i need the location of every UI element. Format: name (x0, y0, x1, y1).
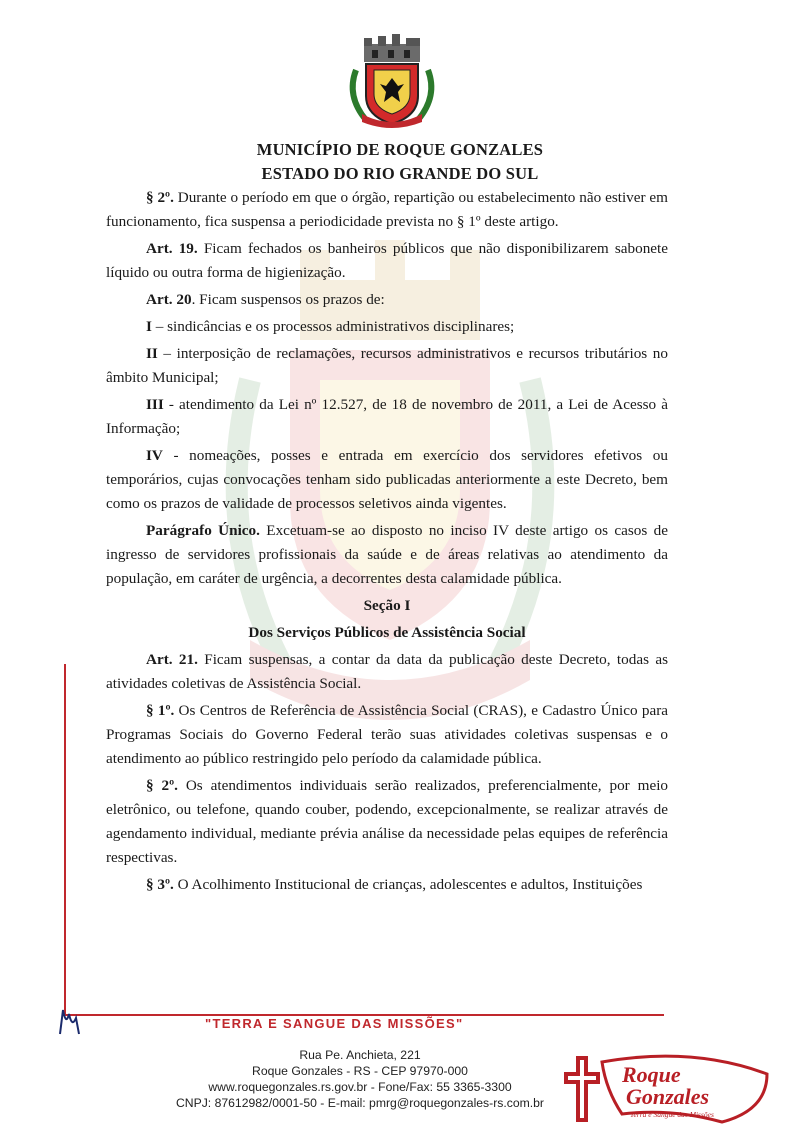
footer-cnpj: CNPJ: 87612982/0001-50 - E-mail: pmrg@roquegonzales-rs.com.br (175, 1096, 544, 1110)
footer-city: Roque Gonzales - RS - CEP 97970-000 (252, 1064, 468, 1078)
document-body (106, 186, 668, 900)
slogan: "TERRA E SANGUE DAS MISSÕES" (205, 1016, 464, 1031)
footer-contact: www.roquegonzales.rs.gov.br - Fone/Fax: 55 3365-3300 (208, 1080, 512, 1094)
article-21: Art. 21. Ficam suspensas, a contar da data da publicação deste Decreto, todas as atividades coletivas de Assistência Social. (106, 651, 668, 692)
margin-rule-vertical (64, 664, 66, 1016)
article-19: Art. 19. Ficam fechados os banheiros públicos que não disponibilizarem sabonete líquido ou outra forma de higienização. (106, 240, 668, 281)
section-title: Seção I (363, 597, 411, 614)
article-21-paragraph-1: § 1º. Os Centros de Referência de Assistência Social (CRAS), e Cadastro Único para Programas Sociais do Governo Federal terão suas atividades coletivas suspensas e o atendimento ao público restringido pelo período da calamidade pública. (106, 702, 669, 767)
footer-address: Rua Pe. Anchieta, 221 (299, 1048, 421, 1062)
logo-wordmark: Roque Gonzales (622, 1062, 710, 1109)
state-title: ESTADO DO RIO GRANDE DO SUL (261, 164, 539, 183)
section-subtitle: Dos Serviços Públicos de Assistência Social (248, 624, 526, 641)
article-20: Art. 20. Ficam suspensos os prazos de: (146, 291, 385, 308)
article-21-paragraph-3: § 3º. O Acolhimento Institucional de crianças, adolescentes e adultos, Instituições (146, 876, 643, 893)
paragraph-2: § 2º. Durante o período em que o órgão, repartição ou estabelecimento não estiver em funcionamento, fica suspensa a periodicidade prevista no § 1º deste artigo. (106, 189, 668, 230)
logo-tagline: Terra e Sangue das Missões (630, 1110, 714, 1119)
handwritten-initials-icon (54, 1004, 82, 1038)
item-ii: II – interposição de reclamações, recursos administrativos e recursos tributários no âmbito Municipal; (106, 345, 668, 386)
municipal-crest-icon (342, 34, 442, 130)
item-iv: IV - nomeações, posses e entrada em exercício dos servidores efetivos ou temporários, cujas convocações tenham sido publicadas anteriormente a este Decreto, bem como os prazos de validade de processos seletivos ainda vigentes. (106, 447, 668, 512)
article-21-paragraph-2: § 2º. Os atendimentos individuais serão realizados, preferencialmente, por meio eletrônico, ou telefone, quando couber, podendo, excepcionalmente, se realizar através de agendamento individual, mediante prévia análise da necessidade pelas equipes de referência respectivas. (106, 777, 669, 866)
item-iii: III - atendimento da Lei nº 12.527, de 18 de novembro de 2011, a Lei de Acesso à Informação; (106, 396, 668, 437)
municipality-title: MUNICÍPIO DE ROQUE GONZALES (256, 140, 544, 159)
item-i: I – sindicâncias e os processos administrativos disciplinares; (146, 318, 515, 335)
paragrafo-unico: Parágrafo Único. Excetuam-se ao disposto no inciso IV deste artigo os casos de ingresso de servidores profissionais da saúde e de áreas relativas ao atendimento da população, em caráter de urgência, a decorrentes desta calamidade pública. (106, 522, 669, 587)
